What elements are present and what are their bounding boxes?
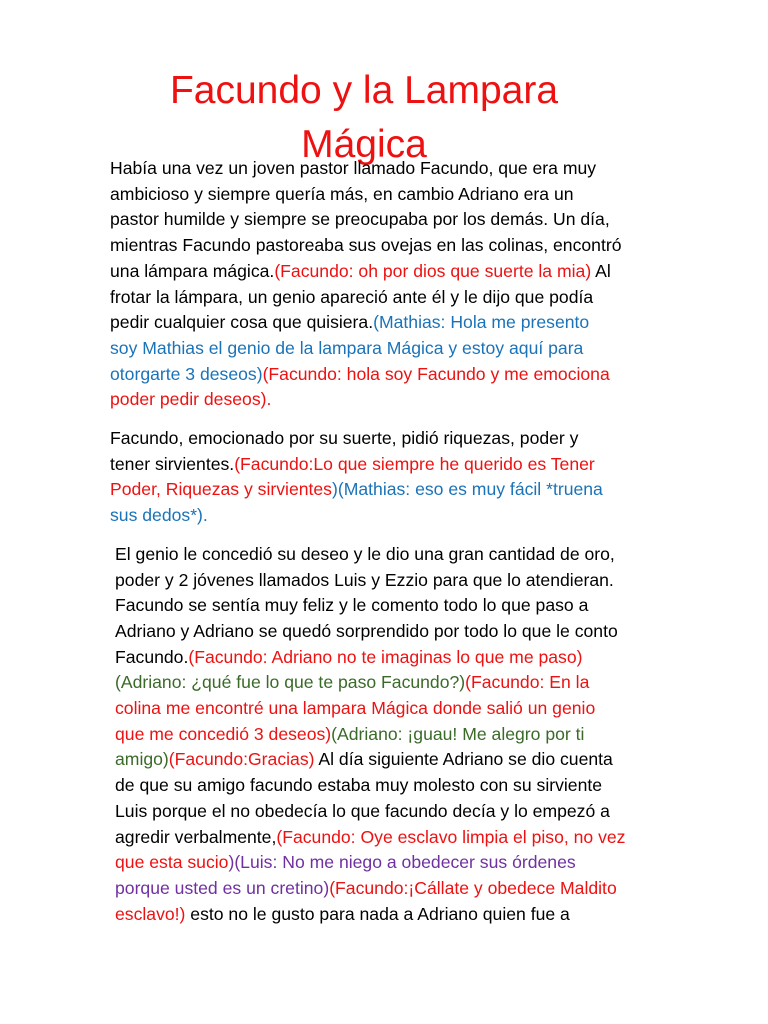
text-line [110,503,670,529]
story-paragraph [110,542,670,928]
dialogue-text: (Facundo:Lo que siempre he querido es Tener [234,453,595,474]
text-line [115,593,670,619]
dialogue-text: (Facundo: Oye esclavo limpia el piso, no vez [276,826,626,847]
text-line [115,747,670,773]
narration-text: Facundo, emocionado por su suerte, pidió riquezas, poder y [110,428,579,449]
dialogue-text: esclavo!) [115,903,186,924]
narration-text: Adriano y Adriano se quedó sorprendido por todo lo que le conto [115,620,618,641]
dialogue-text: que esta sucio [115,852,229,873]
dialogue-text: otorgarte 3 deseos) [110,363,263,384]
narration-text: Al día siguiente Adriano se dio cuenta [314,749,613,770]
text-line [110,259,670,285]
narration-text: Había una vez un joven pastor llamado Facundo, que era muy [110,158,597,178]
text-line [110,182,670,208]
narration-text: agredir verbalmente, [115,826,277,847]
story-title-line-2: Mágica [301,123,427,167]
narration-text: tener sirvientes. [110,453,235,474]
text-line [110,387,670,413]
dialogue-text: que me concedió 3 deseos) [115,723,332,744]
narration-text: Facundo se sentía muy feliz y le comento todo lo que paso a [115,595,589,616]
text-line [110,207,670,233]
dialogue-text: (Adriano: ¿qué fue lo que te paso Facundo?) [115,672,466,693]
narration-text: frotar la lámpara, un genio apareció ante él y le dijo que podía [110,286,594,307]
dialogue-text: (Facundo: Adriano no te imaginas lo que me paso) [188,646,583,667]
dialogue-text: porque usted es un cretino) [115,877,330,898]
dialogue-text: (Adriano: ¡guau! Me alegro por ti [331,723,585,744]
text-line [110,156,670,182]
dialogue-text: amigo) [115,749,169,770]
dialogue-text: sus dedos*). [110,505,208,526]
narration-text: ambicioso y siempre quería más, en cambio Adriano era un [110,183,574,204]
narration-text: de que su amigo facundo estaba muy molesto con su sirviente [115,775,603,796]
narration-text: Luis porque el no obedecía lo que facundo decía y lo empezó a [115,800,610,821]
dialogue-text: poder pedir deseos). [110,389,272,410]
narration-text: El genio le concedió su deseo y le dio una gran cantidad de oro, [115,543,615,564]
text-line [110,477,670,503]
narration-text: pedir cualquier cosa que quisiera. [110,312,374,333]
dialogue-text: soy Mathias el genio de la lampara Mágica y estoy aquí para [110,337,584,358]
text-line [110,362,670,388]
text-line [115,619,670,645]
dialogue-text: (Facundo:Gracias) [168,749,315,770]
narration-text: Facundo. [115,646,189,667]
dialogue-text: (Facundo: oh por dios que suerte la mia) [274,260,592,281]
text-line [110,233,670,259]
text-line [115,696,670,722]
text-line [115,825,670,851]
text-line [115,773,670,799]
text-line [115,902,670,928]
text-line [110,426,670,452]
text-line [110,285,670,311]
dialogue-text: (Mathias: Hola me presento [373,312,590,333]
text-line [115,850,670,876]
narration-text: esto no le gusto para nada a Adriano quien fue a [185,903,570,924]
dialogue-text: colina me encontré una lampara Mágica donde salió un genio [115,698,596,719]
text-line [115,568,670,594]
text-line [115,645,670,671]
text-line [115,542,670,568]
narration-text: mientras Facundo pastoreaba sus ovejas en las colinas, encontró [110,235,622,256]
text-line [115,670,670,696]
narration-text: una lámpara mágica. [110,260,275,281]
dialogue-text: (Facundo:¡Cállate y obedece Maldito [329,877,617,898]
story-title-line-1: Facundo y la Lampara [169,69,559,113]
story-body [110,156,670,940]
text-line [115,876,670,902]
text-line [115,722,670,748]
text-line [110,310,670,336]
story-paragraph [110,426,670,529]
dialogue-text: )(Luis: No me niego a obedecer sus órdenes [228,852,576,873]
story-paragraph [110,156,670,413]
narration-text: Al [591,260,611,281]
dialogue-text: Poder, Riquezas y sirvientes [110,479,332,500]
dialogue-text: )(Mathias: eso es muy fácil *truena [331,479,603,500]
narration-text: poder y 2 jóvenes llamados Luis y Ezzio para que lo atendieran. [115,569,614,590]
text-line [115,799,670,825]
dialogue-text: (Facundo: En la [465,672,590,693]
narration-text: pastor humilde y siempre se preocupaba por los demás. Un día, [110,209,610,230]
text-line [110,452,670,478]
dialogue-text: (Facundo: hola soy Facundo y me emociona [262,363,610,384]
text-line [110,336,670,362]
